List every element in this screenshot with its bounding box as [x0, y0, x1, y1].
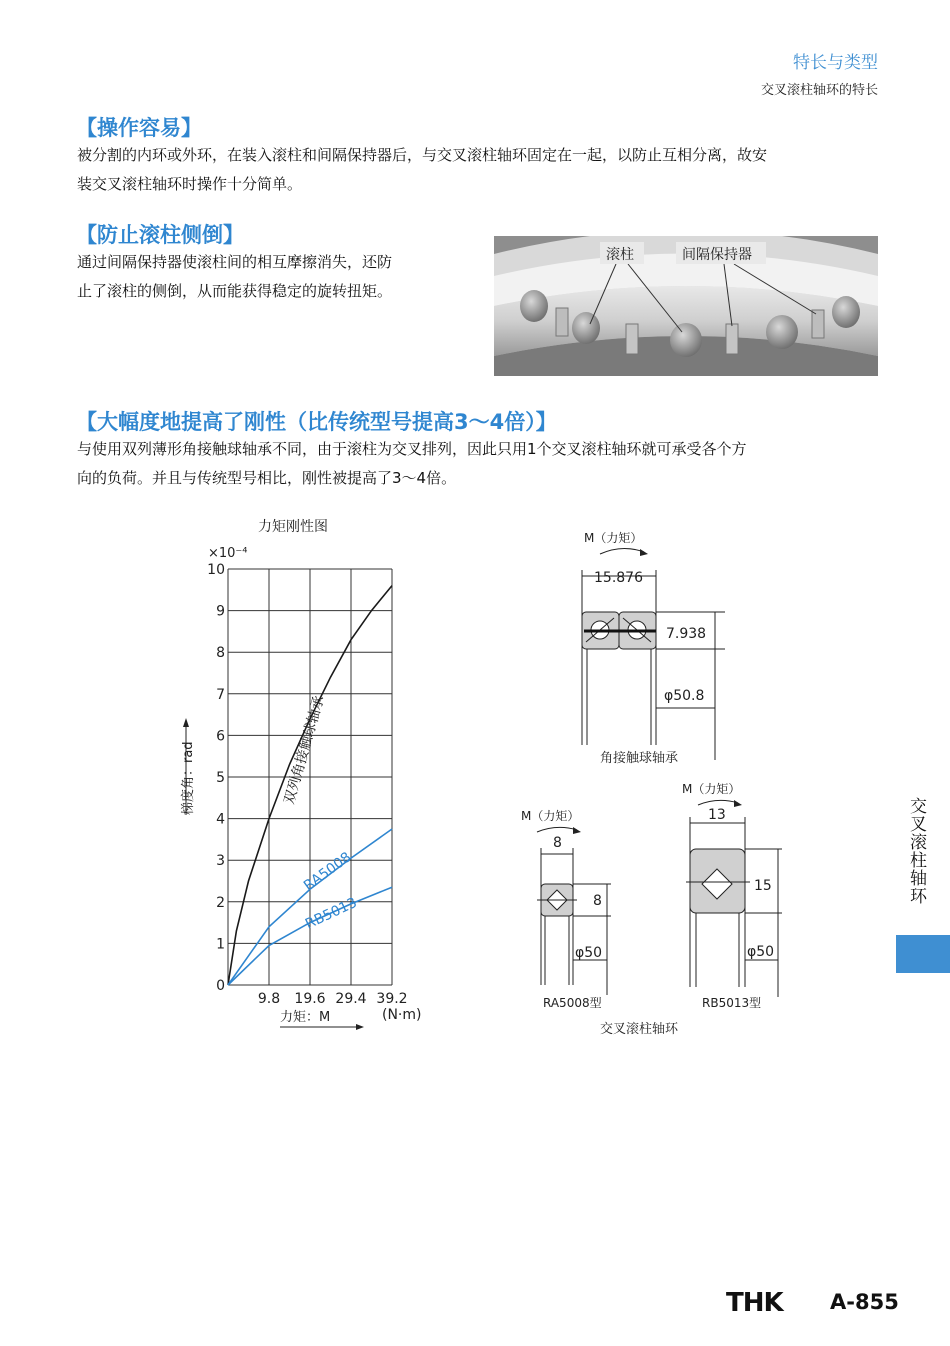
ra-model-label: RA5008型	[543, 996, 602, 1010]
section-subtitle: 交叉滚柱轴环的特长	[760, 83, 878, 98]
height-value: 7.938	[666, 626, 707, 642]
paragraph-line: 装交叉滚柱轴环时操作十分简单。	[77, 175, 303, 193]
bearing-photo	[494, 236, 878, 376]
moment-rigidity-chart	[160, 505, 460, 1035]
chart-x-ticks	[258, 991, 408, 1007]
y-tick-label: 8	[216, 645, 225, 662]
section-title: 特长与类型	[793, 53, 878, 73]
paragraph-line: 与使用双列薄形角接触球轴承不同，由于滚柱为交叉排列，因此只用1个交叉滚柱轴环就可承受各个方	[77, 440, 747, 458]
height-value: 8	[593, 893, 602, 909]
diameter-value: φ50	[575, 945, 603, 961]
y-tick-label: 10	[207, 562, 225, 578]
series-label-double-row: 双列角接触球轴承	[281, 694, 328, 807]
diameter-value: φ50.8	[664, 688, 705, 704]
paragraph-line: 通过间隔保持器使滚柱间的相互摩擦消失，还防	[77, 253, 393, 271]
rb-model-label: RB5013型	[702, 996, 762, 1010]
series-label-rb5013: RB5013	[302, 894, 360, 933]
chart-y-ticks	[207, 562, 225, 994]
height-value: 15	[754, 878, 772, 894]
x-tick-label: 39.2	[376, 991, 408, 1007]
label-spacer: 间隔保持器	[682, 247, 752, 263]
x-tick-label: 29.4	[335, 991, 367, 1007]
width-value: 13	[708, 807, 726, 823]
angular-contact-diagram	[560, 520, 740, 770]
thk-logo	[726, 1289, 824, 1315]
chart-title: 力矩刚性图	[258, 519, 328, 535]
angular-caption: 角接触球轴承	[600, 751, 679, 766]
moment-arrowhead	[734, 800, 742, 807]
y-tick-label: 5	[216, 770, 225, 786]
chart-x-unit: (N·m)	[382, 1007, 422, 1023]
paragraph-line: 向的负荷。并且与传统型号相比，刚性被提高了3～4倍。	[77, 469, 457, 487]
width-value: 8	[553, 835, 562, 851]
label-roller: 滚柱	[606, 247, 634, 263]
moment-arrow	[537, 827, 577, 832]
moment-arrow	[600, 548, 644, 554]
y-tick-label: 7	[216, 686, 225, 703]
y-tick-label: 9	[216, 603, 225, 620]
y-tick-label: 1	[216, 936, 225, 953]
moment-label: M（力矩）	[521, 809, 580, 823]
y-tick-label: 3	[216, 853, 225, 870]
page-number: A-855	[830, 1290, 899, 1314]
x-tick-label: 19.6	[294, 991, 326, 1007]
heading-prevent-tilt: 【防止滚柱侧倒】	[76, 223, 244, 247]
side-tab-marker	[896, 935, 950, 973]
width-value: 15.876	[594, 570, 643, 586]
moment-arrowhead	[640, 549, 648, 556]
diameter-value: φ50	[747, 944, 775, 960]
y-tick-label: 6	[216, 728, 225, 745]
ra5008-diagram	[515, 800, 625, 1015]
y-tick-label: 2	[216, 894, 225, 911]
y-tick-label: 4	[216, 811, 225, 828]
series-label-ra5008: RA5008	[300, 849, 355, 895]
heading-easy-operation: 【操作容易】	[76, 116, 202, 140]
paragraph-prevent-tilt	[77, 248, 392, 306]
y-axis-arrowhead	[183, 718, 189, 727]
paragraph-line: 止了滚柱的侧倒，从而能获得稳定的旋转扭矩。	[77, 282, 393, 300]
paragraph-easy-operation	[77, 141, 767, 199]
moment-arrow	[698, 800, 738, 805]
chart-y-axis-label: 梯度角：rad	[181, 741, 196, 815]
cross-roller-caption: 交叉滚柱轴环	[600, 1022, 679, 1037]
rb5013-diagram	[670, 775, 790, 1020]
moment-arrowhead	[573, 827, 581, 834]
thk-logo-text: THK	[726, 1289, 783, 1315]
paragraph-line: 被分割的内环或外环，在装入滚柱和间隔保持器后，与交叉滚柱轴环固定在一起，以防止互相分离，故安	[77, 146, 768, 164]
x-axis-arrowhead	[356, 1024, 364, 1030]
paragraph-rigidity	[77, 435, 747, 493]
x-tick-label: 9.8	[257, 991, 281, 1007]
y-tick-label: 0	[216, 978, 225, 994]
moment-label: M（力矩）	[682, 782, 741, 796]
moment-label: M（力矩）	[584, 531, 643, 545]
heading-rigidity: 【大幅度地提高了刚性（比传统型号提高3～4倍）】	[76, 410, 557, 434]
side-tab-label: 交叉滚柱轴环	[906, 797, 926, 905]
chart-exponent: ×10⁻⁴	[208, 546, 248, 561]
chart-x-axis-label: 力矩：M	[280, 1010, 331, 1025]
